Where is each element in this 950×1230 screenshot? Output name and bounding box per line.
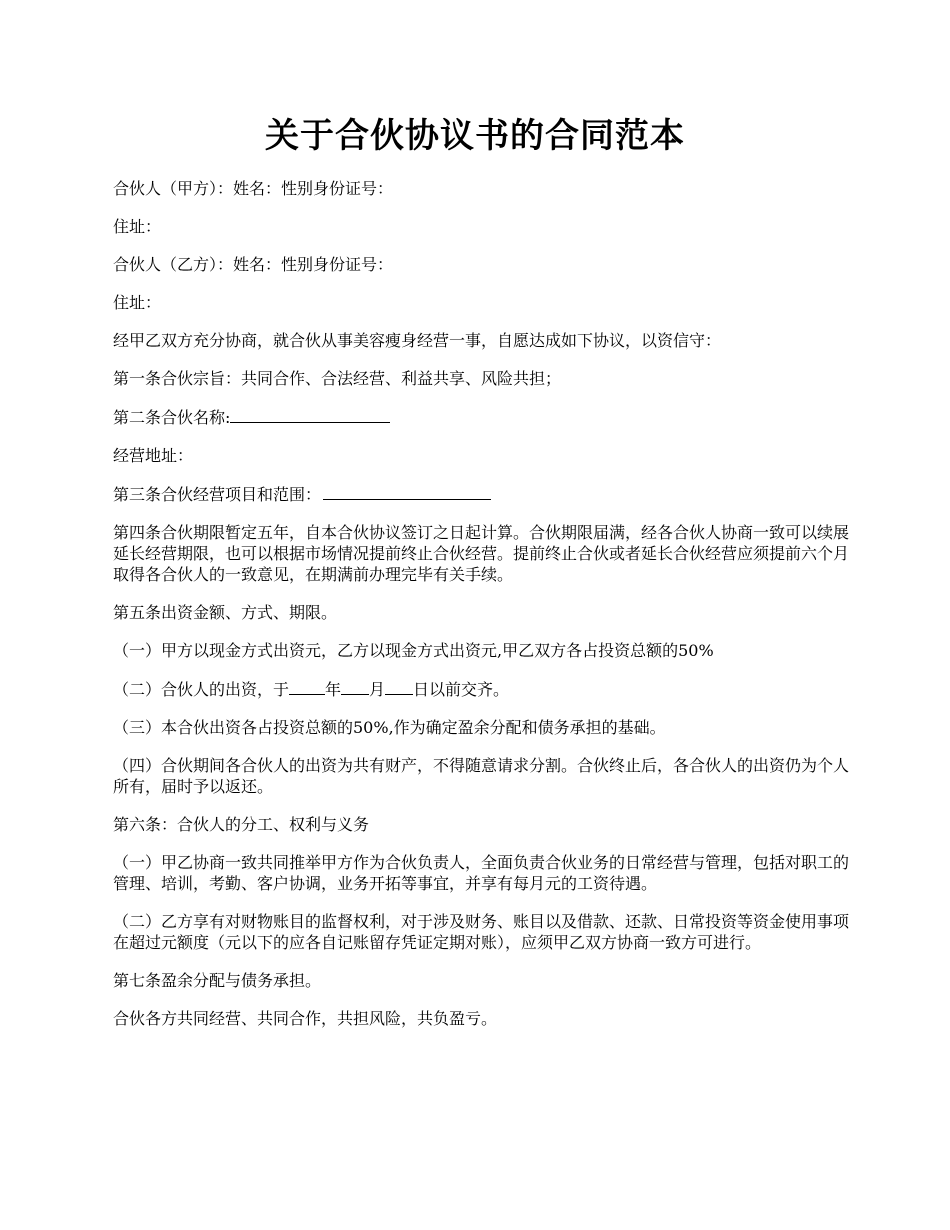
year-label: 年: [325, 680, 342, 699]
article-6-item-2: （二）乙方享有对财物账目的监督权利，对于涉及财务、账目以及借款、还款、日常投资等资金使用事项在超过元额度（元以下的应各自记账留存凭证定期对账），应须甲乙双方协商一致方可进行。: [113, 912, 850, 952]
year-blank: [289, 678, 325, 695]
month-blank: [341, 678, 369, 695]
day-blank: [385, 678, 413, 695]
intro-paragraph: 经甲乙双方充分协商，就合伙从事美容瘦身经营一事，自愿达成如下协议，以资信守：: [113, 331, 722, 350]
business-address: 经营地址：: [113, 446, 194, 465]
month-label: 月: [369, 680, 386, 699]
article-3-label: 第三条合伙经营项目和范围：: [113, 485, 322, 504]
article-5-item-3: （三）本合伙出资各占投资总额的50%,作为确定盈余分配和债务承担的基础。: [113, 718, 666, 737]
article-5-item-1: （一）甲方以现金方式出资元，乙方以现金方式出资元,甲乙双方各占投资总额的50%: [113, 641, 714, 660]
article-5: 第五条出资金额、方式、期限。: [113, 603, 338, 622]
article-6-item-1: （一）甲乙协商一致共同推举甲方作为合伙负责人，全面负责合伙业务的日常经营与管理，包括对职工的管理、培训，考勤、客户协调，业务开拓等事宜，并享有每月元的工资待遇。: [113, 853, 850, 893]
party-a-line: 合伙人（甲方）：姓名：性别身份证号：: [113, 179, 394, 198]
article-5-item-2-suffix: 日以前交齐。: [413, 680, 510, 699]
article-6: 第六条：合伙人的分工、权利与义务: [113, 815, 370, 834]
article-5-item-2-prefix: （二）合伙人的出资，于: [113, 680, 290, 699]
article-7: 第七条盈余分配与债务承担。: [113, 971, 322, 990]
partnership-name-blank: [230, 406, 390, 423]
article-2: [113, 406, 853, 428]
document-body: [113, 178, 853, 1046]
party-b-line: 合伙人（乙方）：姓名：性别身份证号：: [113, 255, 394, 274]
article-5-item-4: （四）合伙期间各合伙人的出资为共有财产，不得随意请求分割。合伙终止后，各合伙人的出资仍为个人所有，届时予以返还。: [113, 756, 850, 796]
party-a-address: 住址：: [113, 217, 162, 236]
article-2-label: 第二条合伙名称:: [113, 408, 231, 427]
article-1: 第一条合伙宗旨：共同合作、合法经营、利益共享、风险共担；: [113, 369, 562, 388]
document-title: 关于合伙协议书的合同范本: [265, 116, 685, 156]
article-4: 第四条合伙期限暂定五年，自本合伙协议签订之日起计算。合伙期限届满，经各合伙人协商一致可以续展延长经营期限，也可以根据市场情况提前终止合伙经营。提前终止合伙或者延长合伙经营应须提前六个月取得各合伙人的一致意见，在期满前办理完毕有关手续。: [113, 523, 850, 584]
article-3: [113, 483, 853, 505]
article-5-item-2: [113, 678, 853, 700]
business-scope-blank: [323, 483, 491, 500]
article-7-body: 合伙各方共同经营、共同合作，共担风险，共负盈亏。: [113, 1009, 498, 1028]
party-b-address: 住址：: [113, 293, 162, 312]
